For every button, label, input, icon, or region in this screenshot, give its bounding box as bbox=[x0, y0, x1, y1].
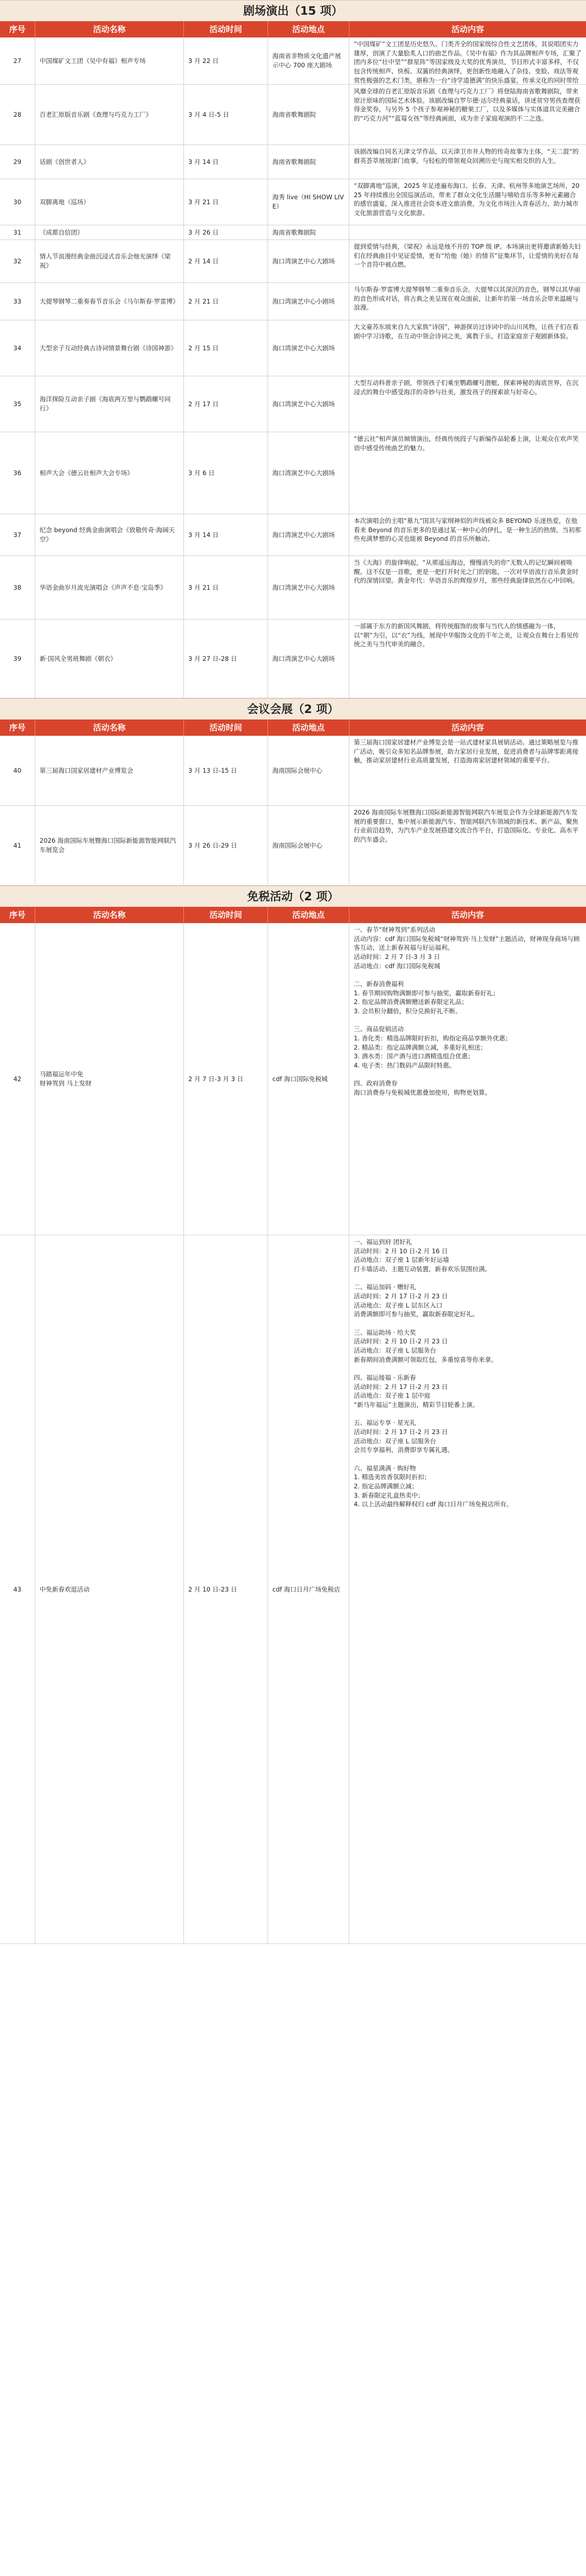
table-row bbox=[0, 620, 586, 698]
row-number: 37 bbox=[13, 531, 22, 539]
activity-content: 大型互动科普亲子剧，带领孩子们乘坐鹦鹉螺号潜艇，探索神秘的海底世界，在沉浸式的舞台中感受海洋的奇妙与壮美，激发孩子的探索欲与好奇心。 bbox=[354, 379, 578, 396]
activity-time-cell bbox=[184, 923, 268, 1235]
table-row bbox=[0, 376, 586, 432]
activity-content-cell bbox=[349, 376, 586, 432]
activity-time: 3 月 4 日-5 日 bbox=[188, 110, 230, 118]
activity-name: 双脚离地（巡场） bbox=[40, 198, 90, 206]
activity-content-cell bbox=[349, 320, 586, 376]
row-number: 41 bbox=[13, 841, 22, 849]
activity-place: 海南省歌舞剧院 bbox=[272, 228, 316, 236]
row-number-cell bbox=[0, 145, 35, 179]
activity-content: 风靡全球的百老汇原版音乐剧《查理与巧克力工厂》将登陆海南省歌舞剧院，带来原汁原味的国际艺术体验。该剧改编自罗尔德·达尔经典童话，讲述贫穷男孩查理获得金奖券，与另外 5 个孩子参观神秘的糖果工厂，以及多媒体与实体道具完美融合的“巧克力河”“蓝莓女孩”等经典画面，成为亲子家庭观演的不二之选。 bbox=[354, 87, 581, 123]
activity-time-cell bbox=[184, 736, 268, 805]
row-number-cell bbox=[0, 85, 35, 144]
activity-content: “双脚离地”巡演，2025 年足迹遍布海口、长春、天津、杭州等多地演艺场所，2025 年持续推出全国巡演活动，带来了群众文化生活圈与嘻哈音乐等多种元素融合的感官盛宴，深入推进社会资本进文旅消费，为文化市场注入青春活力，助力城市文化旅游营造与文化旅游。 bbox=[354, 182, 579, 217]
section-title: 会议会展（2 项） bbox=[0, 698, 586, 719]
table-row bbox=[0, 37, 586, 85]
activity-name-cell bbox=[35, 225, 184, 239]
activity-content-cell bbox=[349, 240, 586, 282]
table-header bbox=[0, 21, 586, 37]
activity-place: 海南省非物质文化遗产展示中心 700 座大剧场 bbox=[272, 52, 341, 69]
activity-content-cell bbox=[349, 145, 586, 179]
row-number: 28 bbox=[13, 110, 22, 118]
row-number-cell bbox=[0, 37, 35, 84]
column-header: 活动地点 bbox=[268, 21, 349, 37]
activity-name-cell bbox=[35, 620, 184, 698]
activity-time: 2 月 10 日-23 日 bbox=[188, 1585, 237, 1593]
activity-content: 本次演唱会的主唱“墓九”国其与家纲神似的声线被众多 BEYOND 乐迷热爱，在他看来 Beyond 的音乐更多的是通过某一种中心的伊扎，是一种生活的热情，当初那些充满梦想的心灵也能被 Beyond 的音乐所触动。 bbox=[354, 517, 581, 543]
row-number-cell bbox=[0, 240, 35, 282]
row-number-cell bbox=[0, 179, 35, 225]
row-number: 27 bbox=[13, 56, 22, 65]
column-header: 活动名称 bbox=[35, 719, 184, 736]
table-row bbox=[0, 923, 586, 1235]
activity-content-cell bbox=[349, 514, 586, 555]
activity-time: 2 月 14 日 bbox=[188, 257, 219, 265]
row-number: 36 bbox=[13, 469, 22, 477]
column-header: 活动时间 bbox=[184, 719, 268, 736]
activity-content: 一、福运到府 团好礼 活动时间：2 月 10 日-2 月 16 日 活动地点：双子座 1 层新年好运墙 打卡墙活动、主题互动装置，新春欢乐氛围拉满。 二、福运加码 · 赠好礼 活动时间：2 月 17 日-2 月 23 日 活动地点：双子座 L 层东区入口 消费满额即可参与抽奖，赢取新春限定好礼。 三、福运助场 · 给大奖 活动时间：2 月 10 日-2 月 23 日 活动地点：双子座 L 层服务台 新春期间消费满额可领取红包，多重惊喜等你来拿。 四、福运接福 · 乐新春 活动时间：2 月 17 日-2 月 23 日 活动地点：双子座 1 层中庭 “新马年福运”主题演出，精彩节目轮番上演。 五、福运专享 · 星光礼 活动时间：2 月 17 日-2 月 23 日 活动地点：双子座 L 层服务台 会员专享福利，消费即享专属礼遇。 六、福星满满 · 购好物 1. 精选美妆香氛限时折扣； 2. 指定品牌满额立减； 3. 新春限定礼盒热卖中； 4. 以上活动最终解释权归 cdf 海口日月广场免税店所有。 bbox=[354, 1238, 513, 1508]
row-number: 40 bbox=[13, 766, 22, 774]
row-number: 29 bbox=[13, 157, 22, 166]
activity-name: 华语金曲岁月流光演唱会《声声不息·宝岛季》 bbox=[40, 583, 167, 591]
row-number: 43 bbox=[13, 1585, 22, 1593]
activity-time: 3 月 21 日 bbox=[188, 198, 219, 206]
activity-place: 海南省歌舞剧院 bbox=[272, 110, 316, 118]
activity-place: 海秀 live（HI SHOW LIVE） bbox=[272, 193, 344, 210]
row-number-cell bbox=[0, 556, 35, 619]
activity-name: 第三届海口国家居建材产业博览会 bbox=[40, 766, 133, 774]
row-number-cell bbox=[0, 514, 35, 555]
activity-name-cell bbox=[35, 806, 184, 885]
activity-content-cell bbox=[349, 923, 586, 1235]
activity-place-cell bbox=[268, 923, 349, 1235]
activity-name-cell bbox=[35, 376, 184, 432]
column-header: 活动名称 bbox=[35, 907, 184, 923]
activity-name-cell bbox=[35, 432, 184, 514]
activity-place-cell bbox=[268, 179, 349, 225]
activity-time-cell bbox=[184, 85, 268, 144]
activity-name: 情人节浪漫经典金曲沉浸式音乐会烛光演绎《梁祝》 bbox=[40, 252, 171, 269]
activity-place-cell bbox=[268, 145, 349, 179]
activity-place: 海口湾演艺中心大剧场 bbox=[272, 344, 335, 352]
activity-time-cell bbox=[184, 514, 268, 555]
activity-name: 中国煤矿文工团《吴中有福》相声专场 bbox=[40, 56, 146, 65]
row-number-cell bbox=[0, 923, 35, 1235]
activity-name-cell bbox=[35, 145, 184, 179]
activity-name-cell bbox=[35, 240, 184, 282]
row-number: 34 bbox=[13, 344, 22, 352]
activity-name: 新·国风全男班舞剧《朝衣》 bbox=[40, 654, 117, 662]
activity-time-cell bbox=[184, 806, 268, 885]
activity-time: 3 月 26 日 bbox=[188, 228, 219, 236]
activity-time: 3 月 21 日 bbox=[188, 583, 219, 591]
activity-content-cell bbox=[349, 37, 586, 84]
activity-place: 海口湾演艺中心小剧场 bbox=[272, 297, 335, 305]
activity-name-cell bbox=[35, 514, 184, 555]
activity-time-cell bbox=[184, 320, 268, 376]
table-row bbox=[0, 225, 586, 240]
activity-place: 海南国际会展中心 bbox=[272, 766, 322, 774]
table-row bbox=[0, 806, 586, 886]
activity-time-cell bbox=[184, 556, 268, 619]
activity-content-cell bbox=[349, 432, 586, 514]
activity-time: 3 月 6 日 bbox=[188, 469, 215, 477]
activity-name-cell bbox=[35, 283, 184, 320]
activity-name: 2026 海南国际车展暨海口国际新能源智能网联汽车展览会 bbox=[40, 837, 176, 854]
row-number-cell bbox=[0, 320, 35, 376]
activity-time-cell bbox=[184, 145, 268, 179]
activity-content: 第三届海口国家居建材产业博览会是一站式建材家具展销活动。通过策略展览与推广活动，吸引众多知名品牌参展，助力家居行业发展，促进消费者与品牌零距离接触，推动家居建材行业高质量发展，打造海南家居建材领域的重要平台。 bbox=[354, 738, 578, 765]
activity-name: 大提琴钢琴二重奏春节音乐会《马尔斯春·罗雷博》 bbox=[40, 297, 179, 305]
activity-place: 海口湾演艺中心大剧场 bbox=[272, 400, 335, 408]
activity-place: 海口湾演艺中心大剧场 bbox=[272, 654, 335, 662]
activity-time-cell bbox=[184, 179, 268, 225]
activity-content: 该剧改编自同名天津文学作品，以天津卫市井人物的传奇故事为主体，“天二混”的群英荟萃展现津门故事，与轻松的带领观众回溯历史与现实相交织的人生。 bbox=[354, 148, 579, 165]
activity-place: 海口湾演艺中心大剧场 bbox=[272, 469, 335, 477]
activity-content-cell bbox=[349, 179, 586, 225]
row-number-cell bbox=[0, 1235, 35, 1943]
table-row bbox=[0, 283, 586, 320]
activity-name-cell bbox=[35, 37, 184, 84]
activity-content-cell bbox=[349, 1235, 586, 1943]
row-number: 33 bbox=[13, 297, 22, 305]
activity-content-cell bbox=[349, 620, 586, 698]
activity-time: 3 月 27 日-28 日 bbox=[188, 654, 237, 662]
column-header: 活动地点 bbox=[268, 907, 349, 923]
row-number-cell bbox=[0, 620, 35, 698]
activity-time-cell bbox=[184, 432, 268, 514]
column-header: 活动时间 bbox=[184, 21, 268, 37]
activity-name-cell bbox=[35, 85, 184, 144]
activity-content: 当《大海》的旋律响起，“从那遥远海边，慢慢消失的你”无数人的记忆瞬间被唤醒。这不仅是一首歌，更是一把打开时光之门的钥匙，一次对华语流行音乐黄金时代的深情回望。黄金年代：华语音乐的辉煌岁月，那些经典旋律依然在心中回响。 bbox=[354, 559, 578, 585]
activity-content: 2026 海南国际车展暨海口国际新能源智能网联汽车展览会作为全球新能源汽车发展的重要窗口，集中展示新能源汽车、智能网联汽车领域的新技术、新产品，聚焦行业前沿趋势，为汽车产业发展搭建交流合作平台，打造国际化、专业化、高水平的汽车盛会。 bbox=[354, 809, 578, 844]
activity-time: 3 月 22 日 bbox=[188, 56, 219, 65]
activity-place-cell bbox=[268, 376, 349, 432]
activity-place-cell bbox=[268, 620, 349, 698]
activity-name-cell bbox=[35, 179, 184, 225]
activity-time-cell bbox=[184, 620, 268, 698]
row-number-cell bbox=[0, 376, 35, 432]
activity-place: cdf 海口日月广场免税店 bbox=[272, 1585, 340, 1593]
activity-place-cell bbox=[268, 556, 349, 619]
activity-name: 纪念 beyond 经典金曲演唱会《致敬传奇·海阔天空》 bbox=[40, 526, 175, 543]
activity-time-cell bbox=[184, 283, 268, 320]
column-header: 活动内容 bbox=[451, 24, 484, 34]
activity-place-cell bbox=[268, 37, 349, 84]
activity-time-cell bbox=[184, 37, 268, 84]
activity-place-cell bbox=[268, 320, 349, 376]
activity-content: 大文豪苏东坡来自九大家族“诗国”，神游探访过诗词中的山川风物，让孩子们在看剧中学习诗歌，在互动中领会诗词之美，寓教于乐，打造家庭亲子观剧新体验。 bbox=[354, 323, 579, 340]
activity-time: 3 月 26 日-29 日 bbox=[188, 841, 237, 849]
column-header: 序号 bbox=[0, 907, 35, 923]
activity-content-cell bbox=[349, 85, 586, 144]
activity-name-cell bbox=[35, 923, 184, 1235]
activity-place-cell bbox=[268, 283, 349, 320]
activity-content-cell bbox=[349, 556, 586, 619]
activity-time: 3 月 14 日 bbox=[188, 531, 219, 539]
table-row bbox=[0, 179, 586, 225]
activity-content-cell bbox=[349, 806, 586, 885]
activity-place-cell bbox=[268, 240, 349, 282]
table-row bbox=[0, 320, 586, 376]
activity-content-cell bbox=[349, 736, 586, 805]
column-header: 活动时间 bbox=[184, 907, 268, 923]
activity-name: 相声大会《德云社相声大会专场》 bbox=[40, 469, 133, 477]
table-row bbox=[0, 514, 586, 556]
activity-time: 2 月 15 日 bbox=[188, 344, 219, 352]
row-number: 42 bbox=[13, 1075, 22, 1083]
row-number-cell bbox=[0, 225, 35, 239]
activity-content: 一、春节“财神驾到”系列活动 活动内容：cdf 海口国际免税城“财神驾到·马上发财”主题活动，财神现身商场与顾客互动，送上新春祝福与好运福利。 活动时间：2 月 7 日-3 月 3 日 活动地点：cdf 海口国际免税城 二、新春消费福利 1. 春节期间购物满额即可参与抽奖，赢取新春好礼； 2. 指定品牌消费满额赠送新春限定礼品； 3. 会员积分翻倍，积分兑换好礼不断。 三、商品促销活动 1. 香化类：精选品牌限时折扣，购指定商品享额外优惠； 2. 精品类：指定品牌满额立减，多重好礼相送； 3. 酒水类：国产酒与进口酒精选组合优惠； 4. 电子类：热门数码产品限时特惠。 四、政府消费券 海口消费券与免税城优惠叠加使用，购物更划算。 bbox=[354, 926, 580, 1097]
activity-time: 2 月 21 日 bbox=[188, 297, 219, 305]
activity-content: “中国煤矿”文工团是历史悠久、门类齐全的国家级综合性文艺团体，其说唱团实力雄厚，创演了大量脍炙人口的曲艺作品。《吴中有福》作为其品牌相声专场，汇聚了团内多位“壮中坚”“群星阵”等国家级及大奖的优秀演员，节目形式丰富多样，不仅包含传统相声、快板、双簧的经典演绎，更创新性地融入了杂技、变脸、戏法等观赏性极强的艺术门类，堪称为一台“诗学道德满”的快乐盛宴，传承文化的同时带给 bbox=[354, 40, 582, 84]
table-row bbox=[0, 240, 586, 283]
activity-name: 《成都自信团》 bbox=[40, 228, 84, 236]
activity-name: 话剧《创世者人》 bbox=[40, 157, 90, 166]
activity-content: 提到爱情与经典，《梁祝》永远是烛不开的 TOP 级 IP。本场演出更将邀请新婚夫妇们在经典曲目中见证爱情，更有“给他（她）的情书”征集环节，让爱情的美好在每一个音符中被点燃。 bbox=[354, 243, 581, 269]
table-row bbox=[0, 1235, 586, 1944]
activity-name-cell bbox=[35, 1235, 184, 1943]
activity-place: 海口湾演艺中心大剧场 bbox=[272, 257, 335, 265]
row-number: 31 bbox=[13, 228, 22, 236]
table-header bbox=[0, 719, 586, 736]
section-title: 免税活动（2 项） bbox=[0, 886, 586, 907]
activity-time: 3 月 13 日-15 日 bbox=[188, 766, 237, 774]
activity-name: 马踏福运年中免 财神驾到 马上发财 bbox=[40, 1070, 92, 1087]
column-header: 活动地点 bbox=[268, 719, 349, 736]
row-number: 38 bbox=[13, 583, 22, 591]
activity-content: 一部属于东方的新国风舞剧，将传统服饰的故事与当代人的情感融为一体，以“朝”为引，以“衣”为线，展现中华服饰文化的千年之美，让观众在舞台上看见传统之美与当代审美的融合。 bbox=[354, 622, 579, 648]
activity-time: 2 月 7 日-3 月 3 日 bbox=[188, 1075, 244, 1083]
activity-content: 马尔斯春·罗雷博大提琴钢琴二重奏音乐会。大提琴以其深沉的音色，钢琴以其华丽的音色形成对话，将古典之美呈现在观众面前，让新年的第一场音乐会带来温暖与浪漫。 bbox=[354, 286, 581, 312]
activity-place-cell bbox=[268, 432, 349, 514]
column-header: 序号 bbox=[0, 719, 35, 736]
activity-name-cell bbox=[35, 556, 184, 619]
table-row bbox=[0, 556, 586, 620]
row-number-cell bbox=[0, 432, 35, 514]
row-number: 35 bbox=[13, 400, 22, 408]
column-header: 活动内容 bbox=[451, 723, 484, 733]
activity-place: 海南国际会展中心 bbox=[272, 841, 322, 849]
table-row bbox=[0, 432, 586, 514]
activity-time: 2 月 17 日 bbox=[188, 400, 219, 408]
activity-place-cell bbox=[268, 1235, 349, 1943]
activity-time-cell bbox=[184, 1235, 268, 1943]
row-number-cell bbox=[0, 736, 35, 805]
activity-content-cell bbox=[349, 283, 586, 320]
activity-place-cell bbox=[268, 514, 349, 555]
activity-time-cell bbox=[184, 240, 268, 282]
table-row bbox=[0, 736, 586, 806]
row-number: 39 bbox=[13, 654, 22, 662]
activity-name: 中免新春欢逛活动 bbox=[40, 1585, 90, 1593]
activity-name-cell bbox=[35, 320, 184, 376]
activity-place-cell bbox=[268, 85, 349, 144]
activity-content-cell bbox=[349, 225, 586, 239]
row-number: 32 bbox=[13, 257, 22, 265]
activity-time: 3 月 14 日 bbox=[188, 157, 219, 166]
table-row bbox=[0, 145, 586, 179]
activity-place: cdf 海口国际免税城 bbox=[272, 1075, 328, 1083]
activity-content: “德云社”相声演员倾情演出，经典传统段子与新编作品轮番上演，让观众在欢声笑语中感受传统曲艺的魅力。 bbox=[354, 435, 579, 452]
activity-place-cell bbox=[268, 225, 349, 239]
column-header: 序号 bbox=[0, 21, 35, 37]
section-title: 剧场演出（15 项） bbox=[0, 0, 586, 21]
activity-name-cell bbox=[35, 736, 184, 805]
row-number-cell bbox=[0, 283, 35, 320]
row-number: 30 bbox=[13, 198, 22, 206]
activity-time-cell bbox=[184, 376, 268, 432]
activity-name: 海洋探险互动亲子剧《海底两万里与鹦鹉螺号同行》 bbox=[40, 395, 171, 412]
activity-name: 大型亲子互动经典古诗词情景舞台剧《诗国神游》 bbox=[40, 344, 177, 352]
activity-place: 海口湾演艺中心大剧场 bbox=[272, 583, 335, 591]
activity-time-cell bbox=[184, 225, 268, 239]
column-header: 活动内容 bbox=[451, 910, 484, 920]
table-header bbox=[0, 907, 586, 923]
table-row bbox=[0, 85, 586, 145]
activity-place-cell bbox=[268, 806, 349, 885]
activity-place-cell bbox=[268, 736, 349, 805]
activity-place: 海南省歌舞剧院 bbox=[272, 157, 316, 166]
row-number-cell bbox=[0, 806, 35, 885]
activity-place: 海口湾演艺中心大剧场 bbox=[272, 531, 335, 539]
column-header: 活动名称 bbox=[35, 21, 184, 37]
activity-name: 百老汇原版音乐剧《查理与巧克力工厂》 bbox=[40, 110, 152, 118]
